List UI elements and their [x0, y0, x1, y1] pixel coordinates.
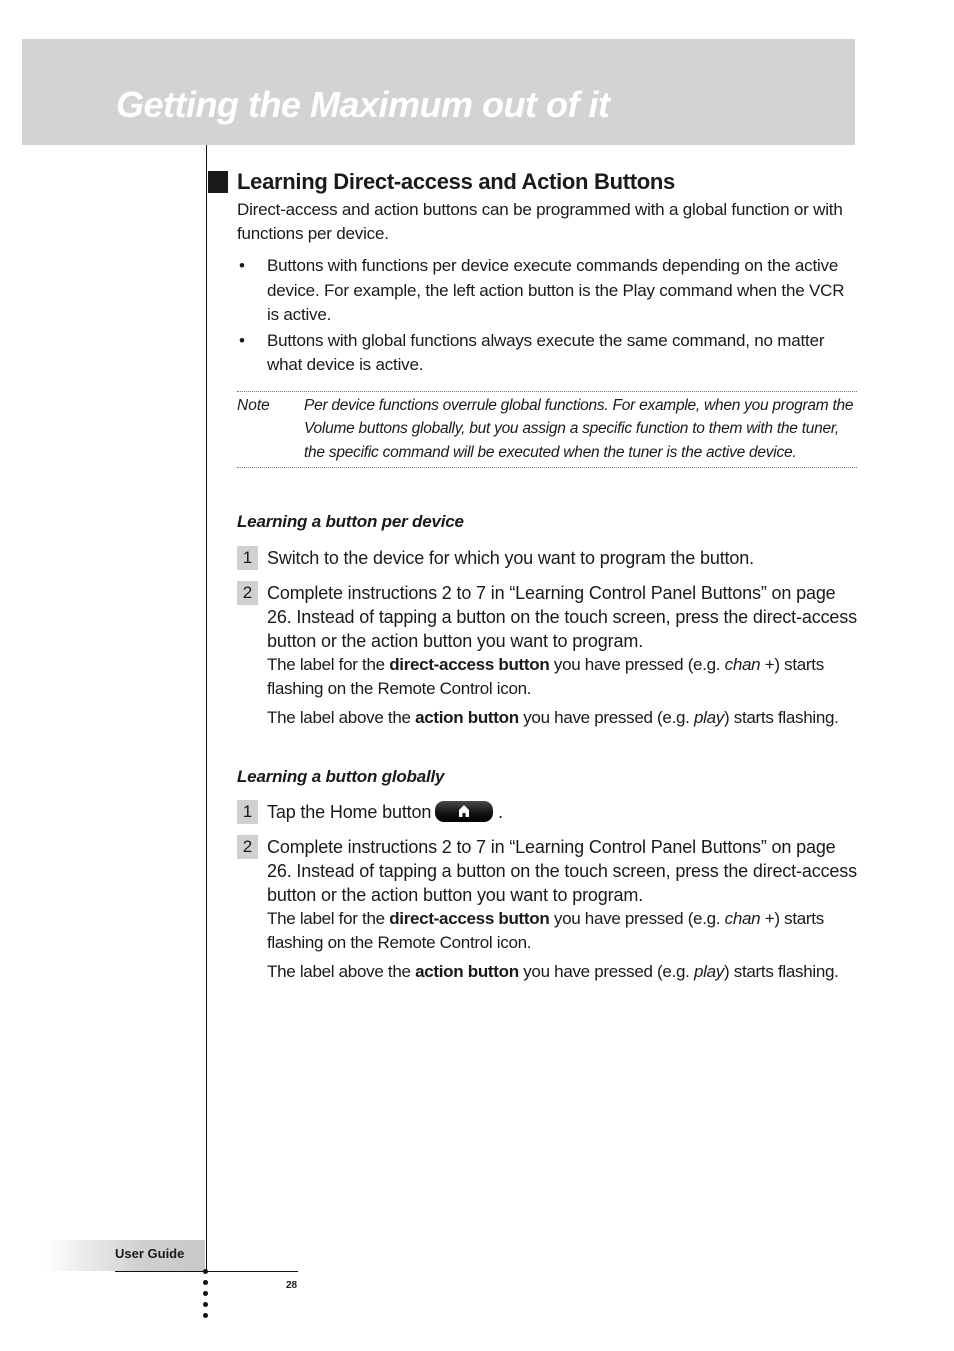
- bullet-list: [237, 254, 857, 378]
- step-detail: The label for the direct-access button you have pressed (e.g. chan +) starts flashing on the Remote Control icon.: [267, 655, 824, 698]
- note-box: [237, 391, 857, 469]
- step-number: 2: [237, 581, 258, 605]
- page-number: 28: [286, 1280, 298, 1291]
- step-item: [237, 546, 857, 570]
- bullet-icon: •: [239, 330, 245, 350]
- main-content: [237, 166, 857, 984]
- step-item: [237, 800, 857, 824]
- footer-dots: [203, 1269, 208, 1324]
- step-number: 1: [237, 546, 258, 570]
- subheading-globally: Learning a button globally: [237, 767, 445, 786]
- step-number: 1: [237, 800, 258, 824]
- note-text: Per device functions overrule global functions. For example, when you program the Volume buttons globally, but you assign a specific function to them with the tuner, the specific command will be executed when the tuner is the active device.: [304, 396, 854, 461]
- section-title-text: Learning Direct-access and Action Buttons: [237, 169, 675, 194]
- list-item: [237, 329, 857, 378]
- step-detail: The label above the action button you have pressed (e.g. play) starts flashing.: [267, 708, 839, 727]
- step-number: 2: [237, 835, 258, 859]
- step-detail: The label for the direct-access button you have pressed (e.g. chan +) starts flashing on the Remote Control icon.: [267, 909, 824, 952]
- bullet-icon: •: [239, 256, 245, 275]
- footer-label: User Guide: [115, 1246, 185, 1261]
- step-text: Switch to the device for which you want to program the button.: [267, 548, 754, 568]
- page-title: Getting the Maximum out of it: [116, 84, 610, 125]
- home-button-icon: [435, 801, 493, 822]
- section-marker: [208, 171, 228, 193]
- step-text: Tap the Home button .: [267, 802, 503, 822]
- note-label: Note: [237, 396, 270, 414]
- subheading-per-device: Learning a button per device: [237, 512, 464, 531]
- list-item: [237, 254, 857, 328]
- section-title: [237, 166, 857, 198]
- margin-rule: [206, 145, 207, 1272]
- step-item: [237, 835, 857, 984]
- step-detail: The label above the action button you have pressed (e.g. play) starts flashing.: [267, 962, 839, 981]
- bullet-text: Buttons with global functions always execute the same command, no matter what device is active.: [267, 330, 825, 374]
- bullet-text: Buttons with functions per device execute commands depending on the active device. For example, the left action button is the Play command when the VCR is active.: [267, 256, 845, 324]
- step-text: Complete instructions 2 to 7 in “Learning Control Panel Buttons” on page 26. Instead of tapping a button on the touch screen, press the direct-access button or the action button you want to program.: [267, 837, 857, 905]
- intro-paragraph: Direct-access and action buttons can be programmed with a global function or with functions per device.: [237, 200, 843, 243]
- step-item: [237, 581, 857, 730]
- step-text: Complete instructions 2 to 7 in “Learning Control Panel Buttons” on page 26. Instead of tapping a button on the touch screen, press the direct-access button or the action button you want to program.: [267, 583, 857, 651]
